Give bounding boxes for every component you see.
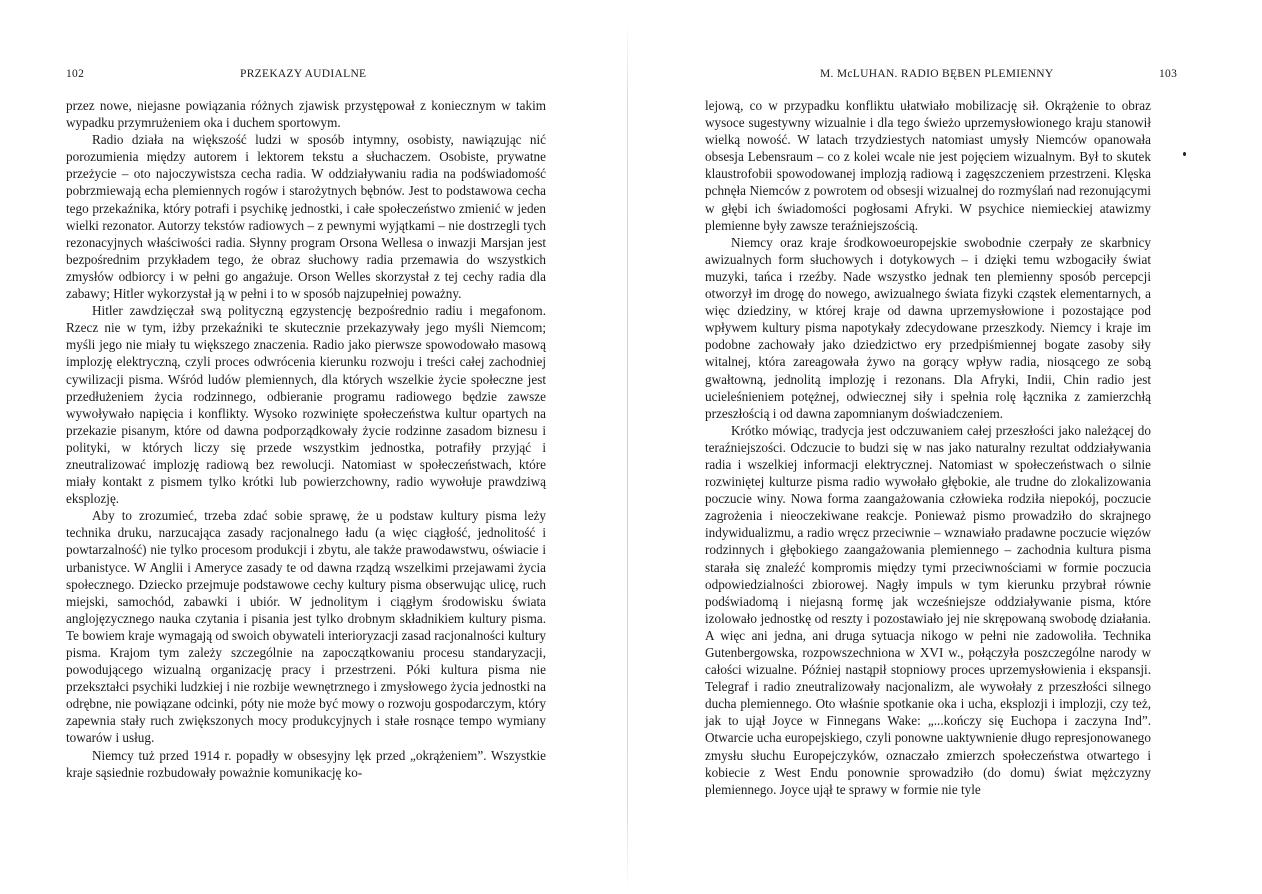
paragraph: Hitler zawdzięczał swą polityczną egzystencję bezpośrednio radiu i megafonom. Rzecz nie w tym, iżby przekaźniki te skutecznie przekazywały jego myśli Niemcom; myśli jego nie miały tu większego znaczenia. Radio jako pierwsze spowodowało masową implozję elektryczną, czyli proces odwrócenia kierunku rozwoju i treści całej zachodniej cywilizacji pisma. Wśród ludów plemiennych, dla których wszelkie życie społeczne jest przedłużeniem życia rodzinnego, odbieranie programu radiowego będzie zawsze wywoływało napięcia i konflikty. Wysoko rozwinięte społeczeństwa kultur opartych na przekazie pisanym, które od dawna podporządkowały życie rodzinne zasadom biznesu i polityki, w których liczy się przede wszystkim jednostka, potrafiły przyjąć i zneutralizować implozję radiową bez rewolucji. Natomiast w społeczeństwach, które miały kontakt z pismem tylko krótki lub powierzchowny, radio wywołuje prawdziwą eksplozję. bbox=[66, 303, 546, 507]
left-body-text bbox=[66, 97, 546, 781]
running-head-right: M. McLUHAN. RADIO BĘBEN PLEMIENNY bbox=[820, 68, 1054, 80]
book-gutter bbox=[627, 20, 628, 890]
paragraph: Aby to zrozumieć, trzeba zdać sobie sprawę, że u podstaw kultury pisma leży technika druku, narzucająca zasady racjonalnego ładu (a więc ciągłość, jednolitość i powtarzalność) nie tylko procesom produkcji i zbytu, ale także prawodawstwu, oświacie i urbanistyce. W Anglii i Ameryce zasady te od dawna rządzą wszelkimi przejawami życia społecznego. Dziecko przejmuje podstawowe cechy kultury pisma obserwując ulicę, ruch miejski, samochód, zabawki i ubiór. W jednolitym i ciągłym środowisku świata anglojęzycznego nauka czytania i pisania jest tylko drobnym składnikiem kultury pisma. Te bowiem kraje wymagają od swoich obywateli interioryzacji zasad racjonalności kultury pisma. Krajom tym zależy szczególnie na zapoczątkowaniu procesu standaryzacji, powodującego wizualną organizację pracy i przestrzeni. Póki kultura pisma nie przekształci psychiki ludzkiej i nie rozbije wewnętrznego i zmysłowego życia jednostki na odrębne, nie powiązane odcinki, póty nie może być mowy o rozwoju gospodarczym, który zapewnia stały ruch zwiększonych mocy produkcyjnych i stałe rosnące tempo wymiany towarów i usług. bbox=[66, 508, 546, 746]
scan-speck bbox=[1183, 152, 1186, 156]
paragraph: Niemcy tuż przed 1914 r. popadły w obsesyjny lęk przed „okrążeniem”. Wszystkie kraje sąsiednie rozbudowały poważnie komunikację ko- bbox=[66, 747, 546, 780]
paragraph: Krótko mówiąc, tradycja jest odczuwaniem całej przeszłości jako należącej do teraźniejszości. Odczucie to budzi się w nas jako naturalny rezultat oddziaływania radia i wszelkiej informacji elektrycznej. Natomiast w społeczeństwach o silnie rozwiniętej kulturze pisma radio wywołało głębokie, ale trudne do zlokalizowania poczucie winy. Nowa forma zaangażowania człowieka rodziła niepokój, poczucie zagrożenia i nieoczekiwane reakcje. Ponieważ pismo prowadziło do skrajnego indywidualizmu, a radio wręcz przeciwnie – wznawiało pradawne poczucie więzów rodzinnych i głębokiego zaangażowania plemiennego – zachodnia kultura pisma starała się znaleźć kompromis między tymi przeciwnościami w formie poczucia odpowiedzialności zbiorowej. Nagły impuls w tym kierunku przybrał równie podświadomą i niejasną formę jak wcześniejsze oddziaływanie pisma, które izolowało jednostkę od reszty i pozostawiało jej nie skrępowaną swobodę działania. A więc ani jedna, ani druga sytuacja nikogo w pełni nie zadowoliła. Technika Gutenbergowska, rozpowszechniona w XVI w., połączyła poszczególne narody w całości wizualne. Później nastąpił stopniowy proces uprzemysłowienia i ekspansji. Telegraf i radio zneutralizowały nacjonalizm, ale wywołały z przeszłości silnego ducha plemiennego. Oto właśnie spotkanie oka i ucha, eksplozji i implozji, czy też, jak to ujął Joyce w Finnegans Wake: „...kończy się Euchopa i zaczyna Ind”. Otwarcie ucha europejskiego, czyli ponowne uaktywnienie długo represjonowanego zmysłu słuchu Europejczyków, oznaczało zmierzch społeczeństwa otwartego i kobiecie z West Endu ponownie sprowadziło (do domu) świat mężczyzny plemiennego. Joyce ujął te sprawy w formie nie tyle bbox=[705, 422, 1151, 797]
page-number-right: 103 bbox=[1159, 68, 1178, 80]
page-number-left: 102 bbox=[66, 68, 85, 80]
paragraph: Niemcy oraz kraje środkowoeuropejskie swobodnie czerpały ze skarbnicy awizualnych form słuchowych i dotykowych – i dzięki temu wzbogaciły świat muzyki, tańca i rzeźby. Nade wszystko jednak ten plemienny sposób percepcji otworzył im drogę do nowego, awizualnego świata fizyki cząstek elementarnych, a więc dziedziny, w której kraje od dawna uprzemysłowione i pozostające pod wpływem kultury pisma napotykały zdecydowane przeszkody. Niemcy i kraje im podobne zachowały jako dziedzictwo ery przedpiśmiennej bogate zasoby siły witalnej, która zareagowała żywo na gorący wpływ radia, niosącego ze sobą gwałtowną, jednolitą implozję i rezonans. Dla Afryki, Indii, Chin radio jest ucieleśnieniem potężnej, odwiecznej siły i spełnia rolę łącznika z zamierzchłą przeszłością i od dawna zapomnianym doświadczeniem. bbox=[705, 234, 1151, 421]
paragraph: lejową, co w przypadku konfliktu ułatwiało mobilizację sił. Okrążenie to obraz wysoce sugestywny wizualnie i dla tego świeżo uprzemysłowionego kraju stanowił wielką nowość. W latach trzydziestych natomiast umysły Niemców opanowała obsesja Lebensraum – co z kolei wcale nie jest pojęciem wizualnym. Był to skutek klaustrofobii spowodowanej implozją radiową i zagęszczeniem przestrzeni. Klęska pchnęła Niemców z powrotem od obsesji wizualnej do rozmyślań nad rezonującymi w głębi ich świadomości pogłosami Afryki. W psychice niemieckiej atawizmy plemienne były zawsze teraźniejszością. bbox=[705, 98, 1151, 233]
running-head-left: PRZEKAZY AUDIALNE bbox=[240, 68, 367, 80]
paragraph: Radio działa na większość ludzi w sposób intymny, osobisty, nawiązując nić porozumienia między autorem i lektorem tekstu a słuchaczem. Osobiste, prywatne przeżycie – oto najoczywistsza cecha radia. W oddziaływaniu radia na podświadomość pobrzmiewają echa plemiennych rogów i starożytnych bębnów. Jest to podstawowa cecha tego przekaźnika, który potrafi i psychikę jednostki, i całe społeczeństwo zmienić w jeden wielki rezonator. Autorzy tekstów radiowych – z pewnymi wyjątkami – nie dostrzegli tych rezonacyjnych właściwości radia. Słynny program Orsona Wellesa o inwazji Marsjan jest bezpośrednim przykładem tego, że obraz słuchowy radia przemawia do wszystkich zmysłów odbiorcy i w pełni go angażuje. Orson Welles skorzystał z tej cechy radia dla zabawy; Hitler wykorzystał ją w pełni i to w sposób najzupełniej poważny. bbox=[66, 132, 546, 302]
right-body-text bbox=[705, 97, 1151, 798]
paragraph: przez nowe, niejasne powiązania różnych zjawisk przystępował z koniecznym w takim wypadku przymrużeniem oka i duchem sportowym. bbox=[66, 98, 546, 131]
